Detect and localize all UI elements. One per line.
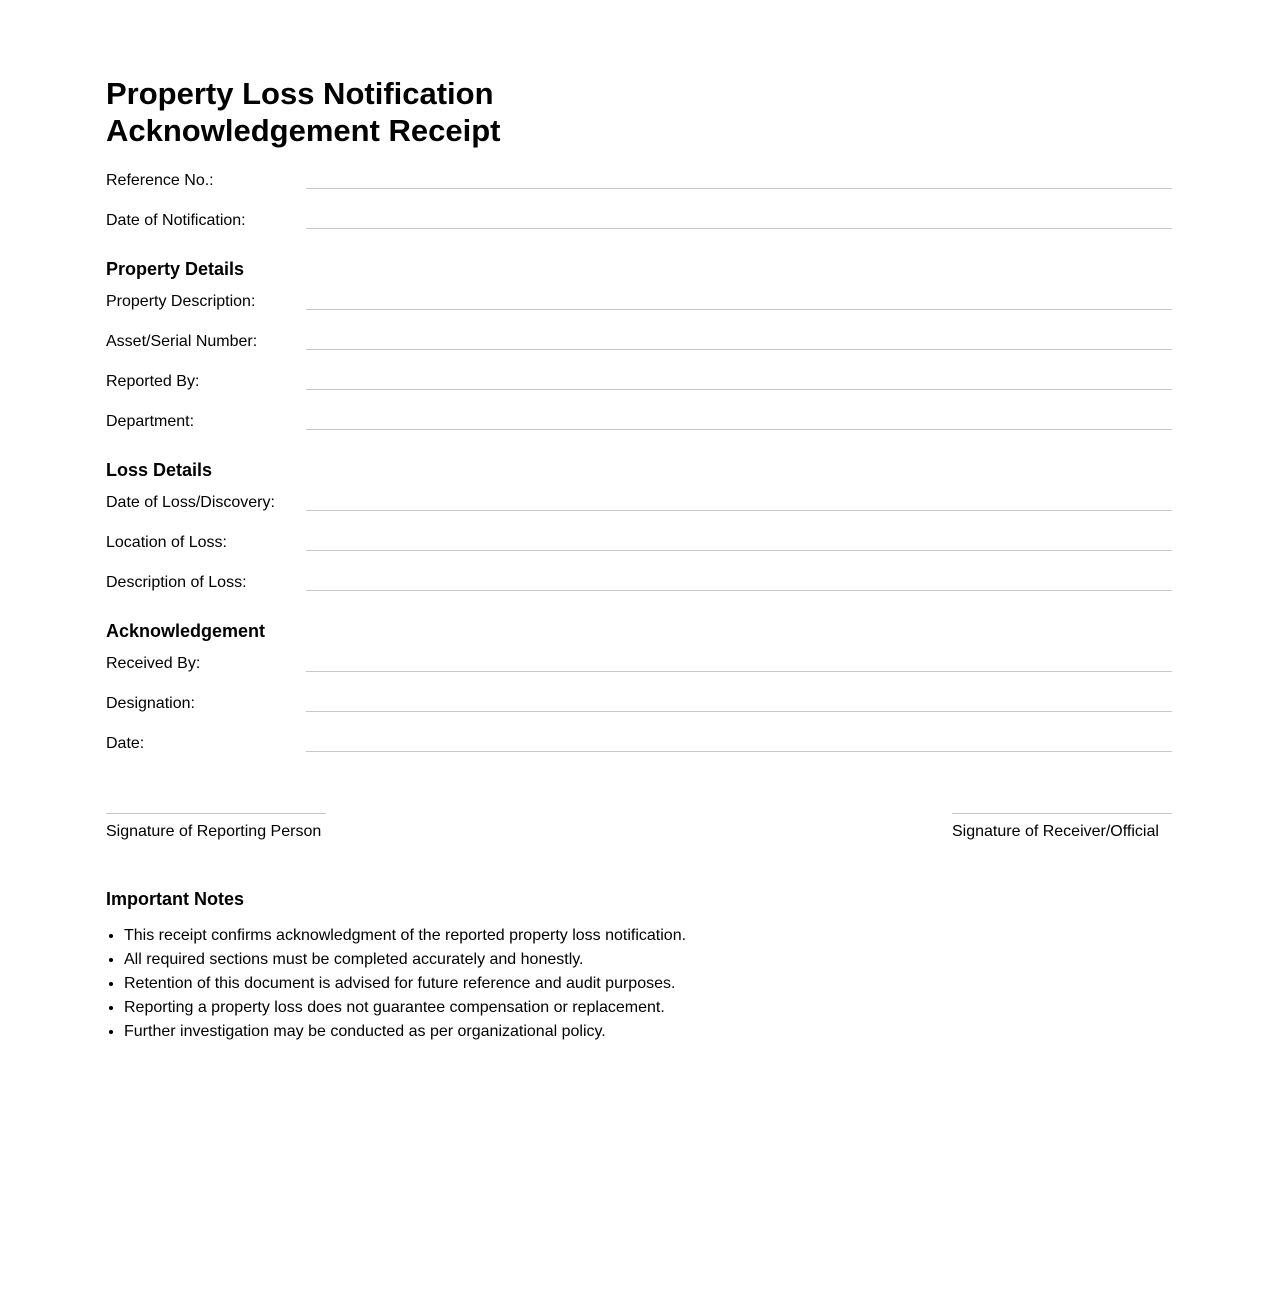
asset-serial-number-row [106, 332, 1172, 356]
ack-date-field[interactable] [306, 734, 1172, 752]
department-field[interactable] [306, 412, 1172, 430]
designation-field[interactable] [306, 694, 1172, 712]
title-line-1: Property Loss Notification [106, 76, 494, 111]
reference-no-field[interactable] [306, 171, 1172, 189]
date-of-notification-label: Date of Notification: [106, 212, 246, 229]
receiver-signature-caption: Signature of Receiver/Official [952, 823, 1159, 840]
acknowledgement-heading: Acknowledgement [106, 621, 266, 641]
ack-date-row [106, 734, 1172, 758]
location-of-loss-field[interactable] [306, 533, 1172, 551]
list-item: • Further investigation may be conducted as per organizational policy. [124, 1020, 1024, 1044]
list-item: • This receipt confirms acknowledgment of the reported property loss notification. [124, 924, 1024, 948]
reported-by-row [106, 372, 1172, 396]
ack-date-label: Date: [106, 735, 145, 752]
important-notes-heading: Important Notes [106, 889, 245, 909]
description-of-loss-label: Description of Loss: [106, 574, 247, 591]
property-description-row [106, 292, 1172, 316]
loss-details-heading: Loss Details [106, 460, 213, 480]
property-description-label: Property Description: [106, 293, 256, 310]
important-notes-list [106, 924, 1024, 1044]
asset-serial-number-label: Asset/Serial Number: [106, 333, 258, 350]
reporting-person-signature-block [106, 813, 326, 842]
designation-label: Designation: [106, 695, 195, 712]
department-row [106, 412, 1172, 436]
reported-by-label: Reported By: [106, 373, 200, 390]
list-item: • Reporting a property loss does not guarantee compensation or replacement. [124, 996, 1024, 1020]
received-by-field[interactable] [306, 654, 1172, 672]
document-title [106, 75, 706, 149]
received-by-row [106, 654, 1172, 678]
reported-by-field[interactable] [306, 372, 1172, 390]
reference-no-row [106, 171, 1172, 195]
receiver-signature-block [952, 813, 1172, 842]
list-item: • Retention of this document is advised for future reference and audit purposes. [124, 972, 1024, 996]
date-of-loss-field[interactable] [306, 493, 1172, 511]
receiver-signature-line[interactable] [952, 813, 1172, 814]
department-label: Department: [106, 413, 195, 430]
location-of-loss-label: Location of Loss: [106, 534, 227, 551]
title-line-2: Acknowledgement Receipt [106, 113, 501, 148]
date-of-loss-label: Date of Loss/Discovery: [106, 494, 275, 511]
reporting-person-signature-line[interactable] [106, 813, 326, 814]
location-of-loss-row [106, 533, 1172, 557]
date-of-notification-field[interactable] [306, 211, 1172, 229]
list-item: • All required sections must be completed accurately and honestly. [124, 948, 1024, 972]
reporting-person-signature-caption: Signature of Reporting Person [106, 823, 322, 840]
asset-serial-number-field[interactable] [306, 332, 1172, 350]
date-of-notification-row [106, 211, 1172, 235]
reference-no-label: Reference No.: [106, 172, 214, 189]
date-of-loss-row [106, 493, 1172, 517]
property-details-heading: Property Details [106, 259, 245, 279]
received-by-label: Received By: [106, 655, 201, 672]
property-description-field[interactable] [306, 292, 1172, 310]
description-of-loss-row [106, 573, 1172, 597]
description-of-loss-field[interactable] [306, 573, 1172, 591]
designation-row [106, 694, 1172, 718]
